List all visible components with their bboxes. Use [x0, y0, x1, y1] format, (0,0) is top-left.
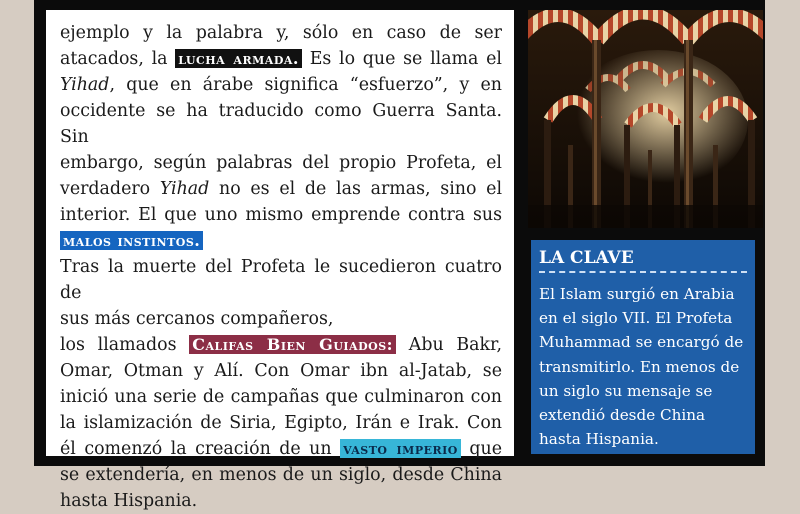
text: ejemplo y la palabra y, sólo en caso de ser — [60, 23, 502, 43]
dashed-divider — [539, 271, 747, 273]
article-line — [60, 410, 502, 436]
text: él comenzó la creación de un — [60, 439, 341, 459]
highlight-lucha-armada: lucha armada. — [175, 49, 302, 68]
text: Abu Bakr, — [396, 335, 502, 355]
article-line — [60, 306, 502, 332]
text: que — [460, 439, 503, 459]
text: inició una serie de campañas que culminaron con — [60, 387, 502, 407]
text: occidente se ha traducido como Guerra Santa. Sin — [60, 101, 502, 147]
article-line — [60, 488, 502, 514]
mosque-arches-illustration — [528, 10, 763, 228]
term-yihad: Yihad — [60, 75, 110, 95]
article-line — [60, 46, 502, 72]
text: interior. El que uno mismo emprende contra sus — [60, 205, 502, 225]
highlight-vasto-imperio: vasto imperio — [340, 439, 461, 458]
text: la islamización de Siria, Egipto, Irán e Irak. Con — [60, 413, 502, 433]
article-line — [60, 20, 502, 46]
article-line — [60, 202, 502, 228]
article-line — [60, 358, 502, 384]
term-yihad: Yihad — [159, 179, 210, 199]
text: Omar, Otman y Alí. Con Omar ibn al-Jatab, se — [60, 361, 502, 381]
highlight-califas-bien-guiados: Califas Bien Guiados: — [189, 335, 396, 354]
article-line — [60, 436, 502, 462]
article-line — [60, 332, 502, 358]
text: sus más cercanos compañeros, — [60, 309, 334, 329]
highlight-malos-instintos: malos instintos. — [60, 231, 203, 250]
article-line — [60, 384, 502, 410]
key-fact-title: LA CLAVE — [539, 248, 634, 268]
mosque-arches-photo — [528, 10, 763, 228]
article-line — [60, 72, 502, 98]
text: los llamados — [60, 335, 190, 355]
article-line — [60, 98, 502, 150]
article-line — [60, 176, 502, 202]
text: hasta Hispania. — [60, 491, 198, 511]
article-panel — [46, 10, 514, 511]
text: verdadero — [60, 179, 160, 199]
text: Es lo que se llama el — [301, 49, 502, 69]
text: embargo, según palabras del propio Profeta, el — [60, 153, 502, 173]
text: se extendería, en menos de un siglo, desde China — [60, 465, 502, 485]
article-body — [60, 20, 502, 514]
article-line — [60, 150, 502, 176]
text: no es el de las armas, sino el — [209, 179, 503, 199]
text: atacados, la — [60, 49, 176, 69]
key-fact-text: El Islam surgió en Arabia en el siglo VII. El Profeta Muhammad se encargó de transmitirlo. En menos de un siglo su mensaje se extendió desde China hasta Hispania. — [539, 285, 744, 449]
key-fact-box — [531, 240, 755, 454]
article-line — [60, 254, 502, 306]
text: , que en árabe significa “esfuerzo”, y en — [109, 75, 502, 95]
text: Tras la muerte del Profeta le sucedieron cuatro de — [60, 257, 502, 303]
article-line — [60, 228, 502, 254]
